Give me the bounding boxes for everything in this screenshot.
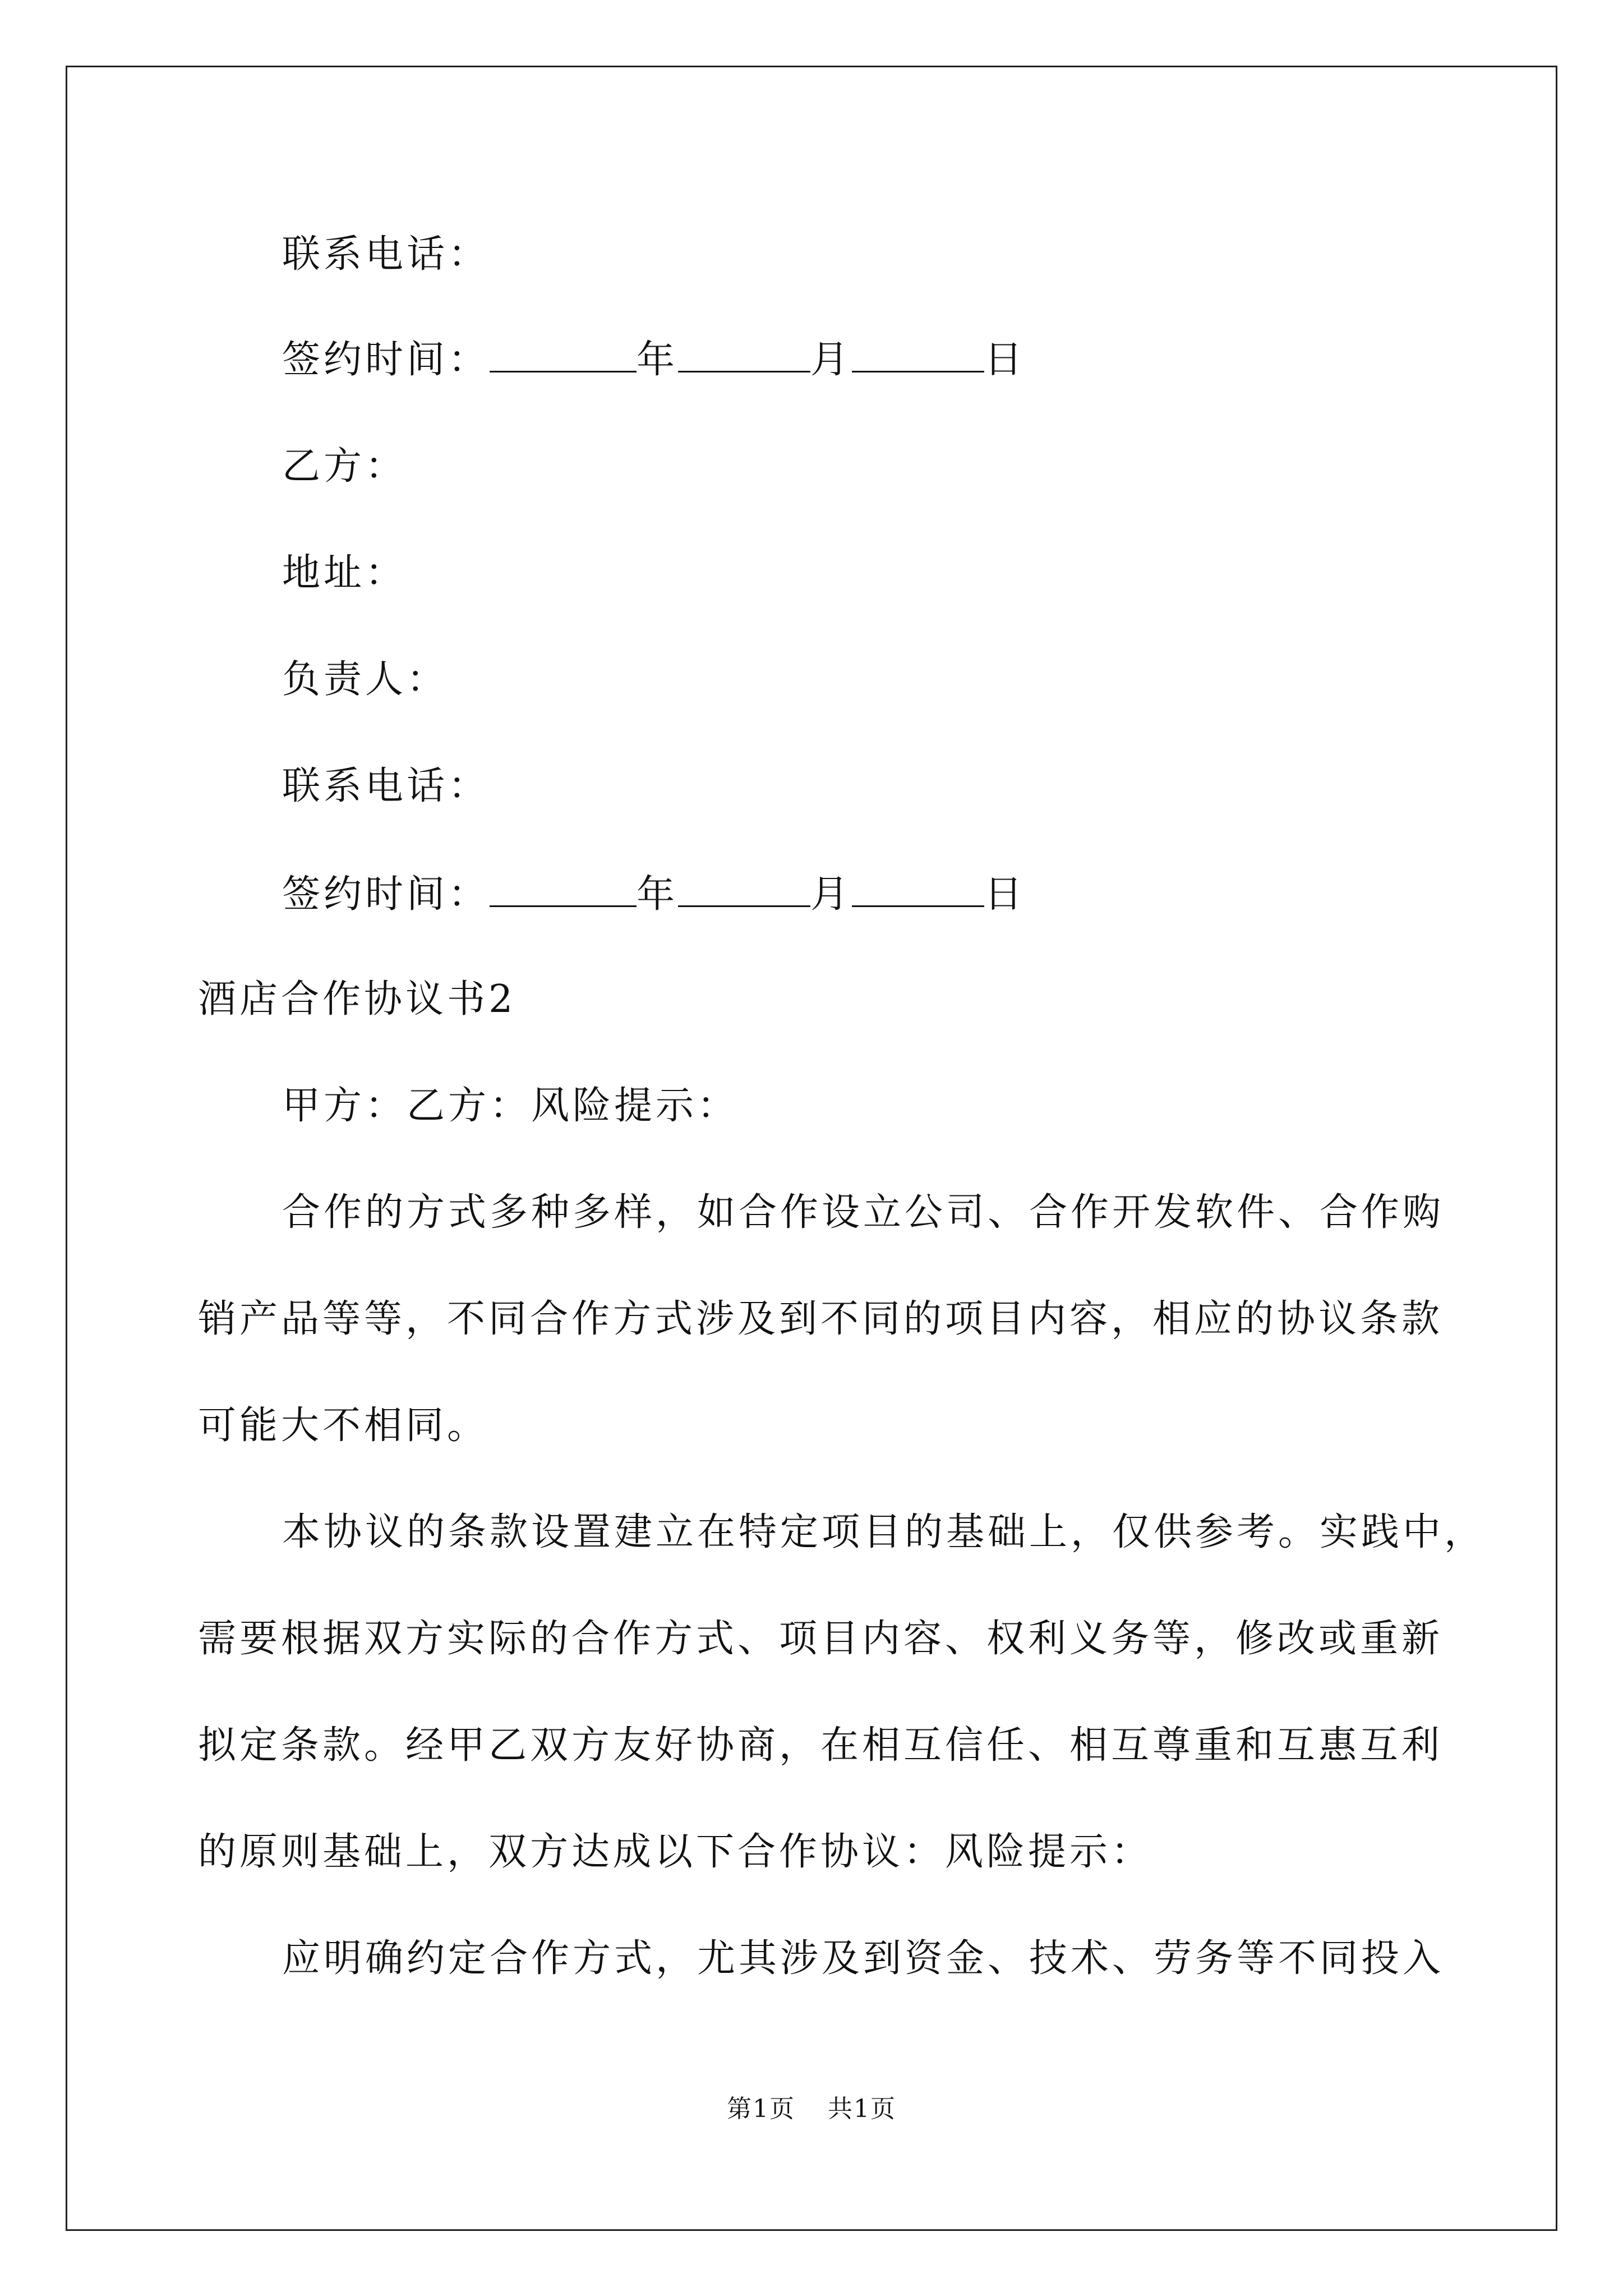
day-blank[interactable] <box>852 874 984 907</box>
paragraph-1-line-2: 销产品等等，不同合作方式涉及到不同的项目内容，相应的协议条款 <box>198 1297 1444 1341</box>
day-unit: 日 <box>984 872 1026 917</box>
paragraph-2-line-2: 需要根据双方实际的合作方式、项目内容、权利义务等，修改或重新 <box>198 1617 1444 1661</box>
year-unit: 年 <box>637 338 679 382</box>
party-a-sign-date <box>282 338 1026 382</box>
year-unit: 年 <box>637 872 679 917</box>
month-unit: 月 <box>810 872 852 917</box>
year-blank[interactable] <box>490 874 637 907</box>
page-number: 第1页 <box>727 2095 795 2123</box>
paragraph-2-line-4: 的原则基础上，双方达成以下合作协议：风险提示： <box>198 1830 1153 1874</box>
page-border <box>66 66 1557 2231</box>
section-title: 酒店合作协议书2 <box>198 977 517 1022</box>
paragraph-3-line-1: 应明确约定合作方式，尤其涉及到资金、技术、劳务等不同投入 <box>282 1936 1445 1981</box>
paragraph-1-line-1: 合作的方式多种多样，如合作设立公司、合作开发软件、合作购 <box>282 1190 1445 1235</box>
paragraph-2-line-1: 本协议的条款设置建立在特定项目的基础上，仅供参考。实践中， <box>282 1510 1486 1554</box>
parties-line: 甲方：乙方：风险提示： <box>282 1084 739 1128</box>
party-b-sign-date <box>282 872 1026 917</box>
month-blank[interactable] <box>678 339 810 372</box>
day-unit: 日 <box>984 338 1026 382</box>
party-a-phone-label: 联系电话： <box>282 232 490 277</box>
month-blank[interactable] <box>678 874 810 907</box>
paragraph-2-line-3: 拟定条款。经甲乙双方友好协商，在相互信任、相互尊重和互惠互利 <box>198 1723 1444 1768</box>
party-b-address-label: 地址： <box>282 551 407 595</box>
page-footer <box>0 2097 1623 2122</box>
party-b-phone-label: 联系电话： <box>282 764 490 808</box>
sign-date-label: 签约时间： <box>282 338 490 382</box>
month-unit: 月 <box>810 338 852 382</box>
day-blank[interactable] <box>852 339 984 372</box>
party-b-name-label: 乙方： <box>282 444 407 489</box>
year-blank[interactable] <box>490 339 637 372</box>
sign-date-label: 签约时间： <box>282 872 490 917</box>
page-total: 共1页 <box>828 2095 896 2123</box>
paragraph-1-line-3: 可能大不相同。 <box>198 1404 489 1448</box>
party-b-person-label: 负责人： <box>282 657 449 702</box>
